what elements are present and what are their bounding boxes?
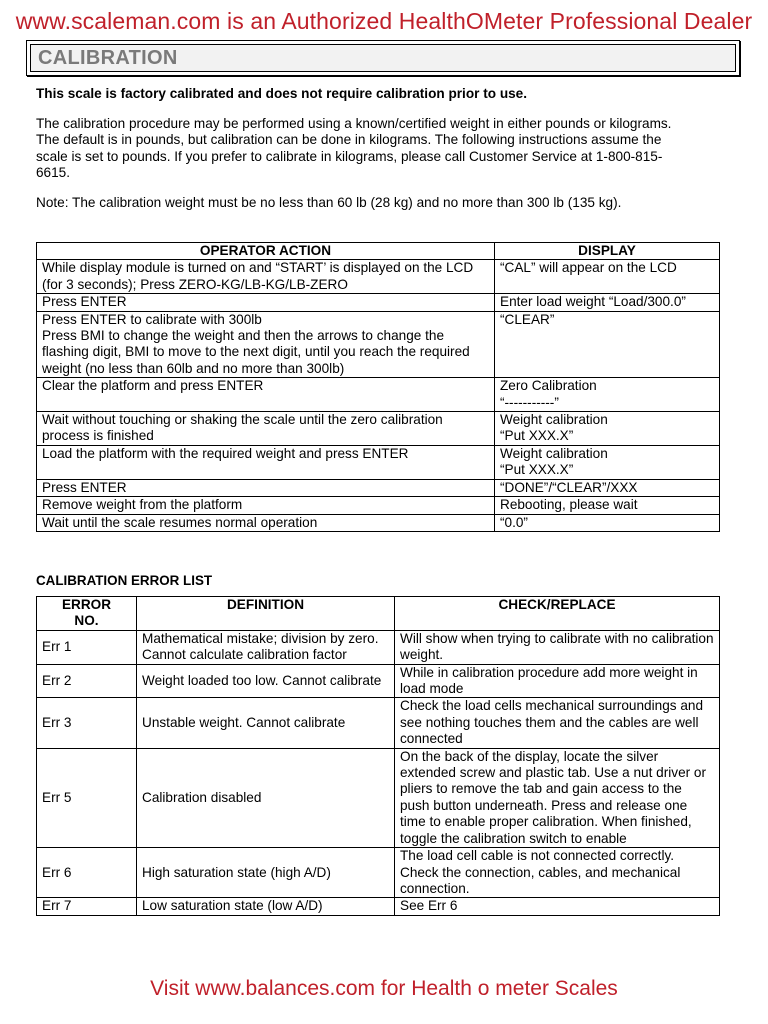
operator-action-cell: While display module is turned on and “START’ is displayed on the LCD (for 3 seconds); Press ZERO-KG/LB-KG/LB-ZERO bbox=[37, 260, 495, 294]
error-check-cell: Will show when trying to calibrate with no calibration weight. bbox=[395, 630, 720, 664]
operation-row bbox=[37, 412, 720, 446]
display-cell: “CAL” will appear on the LCD bbox=[495, 260, 720, 294]
dealer-banner[interactable]: www.scaleman.com is an Authorized HealthOMeter Professional Dealer bbox=[15, 8, 753, 34]
error-check-cell: While in calibration procedure add more weight in load mode bbox=[395, 664, 720, 698]
error-row bbox=[37, 848, 720, 898]
operation-row bbox=[37, 514, 720, 531]
error-check-cell: The load cell cable is not connected correctly. Check the connection, cables, and mechanical connection. bbox=[395, 848, 720, 898]
display-cell: Enter load weight “Load/300.0” bbox=[495, 294, 720, 311]
section-header-box bbox=[26, 40, 740, 76]
operator-action-cell: Wait without touching or shaking the scale until the zero calibration process is finished bbox=[37, 412, 495, 446]
operation-row bbox=[37, 445, 720, 479]
header-operator-action: OPERATOR ACTION bbox=[37, 243, 495, 260]
error-list-table bbox=[36, 596, 720, 916]
header-definition: DEFINITION bbox=[137, 597, 395, 631]
procedure-paragraph: The calibration procedure may be performed using a known/certified weight in either pounds or kilograms. The default is in pounds, but calibration can be done in kilograms. The following instructions assume the scale is set to pounds. If you prefer to calibrate in kilograms, please call Customer Service at 1-800-815-6615. bbox=[36, 116, 672, 181]
display-cell: Weight calibration “Put XXX.X” bbox=[495, 412, 720, 446]
operator-action-cell: Press ENTER to calibrate with 300lb Press BMI to change the weight and then the arrows to change the flashing digit, BMI to move to the next digit, until you reach the required weight (no less than 60lb and no more than 300lb) bbox=[37, 311, 495, 378]
section-header-inner bbox=[30, 44, 736, 72]
error-definition-cell: Low saturation state (low A/D) bbox=[137, 898, 395, 915]
error-check-cell: On the back of the display, locate the silver extended screw and plastic tab. Use a nut driver or pliers to remove the tab and gain access to the push button underneath. Press and release one time to enable proper calibration. When finished, toggle the calibration switch to enable bbox=[395, 748, 720, 847]
error-definition-cell: Weight loaded too low. Cannot calibrate bbox=[137, 664, 395, 698]
display-cell: Weight calibration “Put XXX.X” bbox=[495, 445, 720, 479]
display-cell: “0.0” bbox=[495, 514, 720, 531]
error-header-row bbox=[37, 597, 720, 631]
error-row bbox=[37, 898, 720, 915]
operation-row bbox=[37, 260, 720, 294]
operator-action-cell: Press ENTER bbox=[37, 479, 495, 496]
error-code-cell: Err 6 bbox=[37, 848, 137, 898]
operation-row bbox=[37, 378, 720, 412]
display-cell: Zero Calibration “-----------” bbox=[495, 378, 720, 412]
header-check-replace: CHECK/REPLACE bbox=[395, 597, 720, 631]
operator-action-cell: Load the platform with the required weight and press ENTER bbox=[37, 445, 495, 479]
error-definition-cell: Mathematical mistake; division by zero. Cannot calculate calibration factor bbox=[137, 630, 395, 664]
operations-header-row bbox=[37, 243, 720, 260]
operator-action-cell: Wait until the scale resumes normal operation bbox=[37, 514, 495, 531]
error-row bbox=[37, 748, 720, 847]
error-code-cell: Err 3 bbox=[37, 698, 137, 748]
display-cell: “CLEAR” bbox=[495, 311, 720, 378]
operator-action-cell: Press ENTER bbox=[37, 294, 495, 311]
error-definition-cell: Unstable weight. Cannot calibrate bbox=[137, 698, 395, 748]
operation-row bbox=[37, 479, 720, 496]
weight-limit-note: Note: The calibration weight must be no less than 60 lb (28 kg) and no more than 300 lb (135 kg). bbox=[36, 195, 622, 210]
error-check-cell: See Err 6 bbox=[395, 898, 720, 915]
error-definition-cell: High saturation state (high A/D) bbox=[137, 848, 395, 898]
error-list-title: CALIBRATION ERROR LIST bbox=[36, 573, 213, 588]
error-definition-cell: Calibration disabled bbox=[137, 748, 395, 847]
operator-action-cell: Clear the platform and press ENTER bbox=[37, 378, 495, 412]
error-row bbox=[37, 698, 720, 748]
operation-row bbox=[37, 294, 720, 311]
factory-calibration-note: This scale is factory calibrated and does not require calibration prior to use. bbox=[36, 86, 528, 101]
error-code-cell: Err 2 bbox=[37, 664, 137, 698]
header-error-no: ERROR NO. bbox=[37, 597, 137, 631]
operation-row bbox=[37, 311, 720, 378]
operations-table bbox=[36, 242, 720, 532]
error-code-cell: Err 1 bbox=[37, 630, 137, 664]
header-display: DISPLAY bbox=[495, 243, 720, 260]
operation-row bbox=[37, 497, 720, 514]
error-row bbox=[37, 630, 720, 664]
section-title: CALIBRATION bbox=[38, 47, 178, 69]
display-cell: “DONE”/“CLEAR”/XXX bbox=[495, 479, 720, 496]
footer-banner[interactable]: Visit www.balances.com for Health o meter Scales bbox=[150, 977, 618, 1000]
error-code-cell: Err 5 bbox=[37, 748, 137, 847]
error-row bbox=[37, 664, 720, 698]
error-check-cell: Check the load cells mechanical surroundings and see nothing touches them and the cables are well connected bbox=[395, 698, 720, 748]
error-code-cell: Err 7 bbox=[37, 898, 137, 915]
display-cell: Rebooting, please wait bbox=[495, 497, 720, 514]
operator-action-cell: Remove weight from the platform bbox=[37, 497, 495, 514]
